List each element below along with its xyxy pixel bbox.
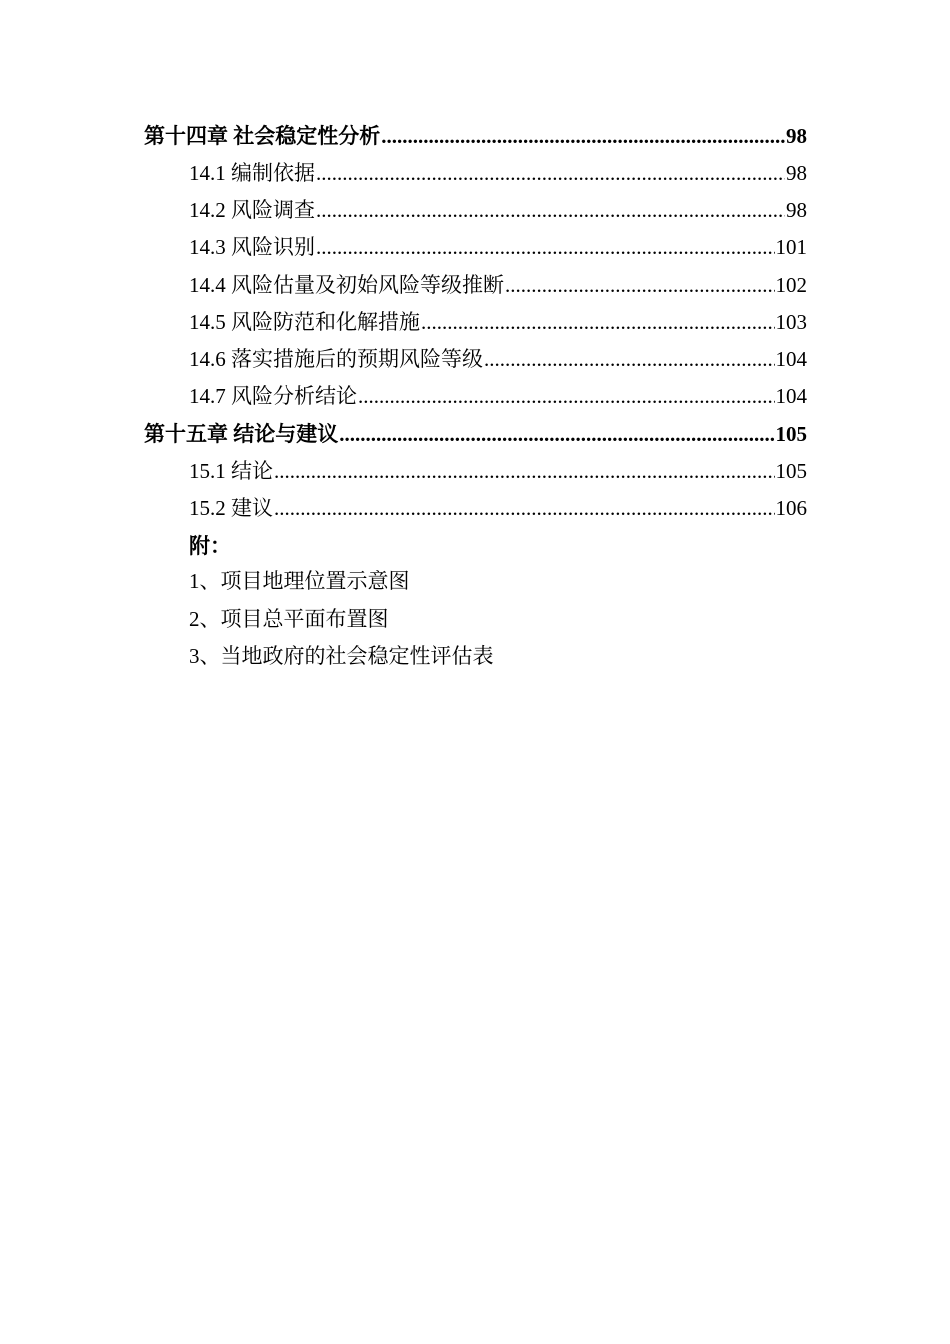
toc-entry-section[interactable] <box>189 307 807 337</box>
toc-entry-page: 104 <box>775 384 807 408</box>
toc-entry-title: 14.7 风险分析结论 <box>189 384 357 408</box>
appendix-heading: 附： <box>189 534 231 558</box>
toc-entry-section[interactable] <box>189 195 807 225</box>
toc-entry-title: 14.6 落实措施后的预期风险等级 <box>189 347 483 371</box>
toc-entry-section[interactable] <box>189 456 807 486</box>
toc-entry-section[interactable] <box>189 381 807 411</box>
toc-entry-page: 102 <box>775 273 807 297</box>
appendix-item: 2、项目总平面布置图 <box>189 607 389 631</box>
appendix-item: 1、项目地理位置示意图 <box>189 569 410 593</box>
toc-entry-title: 15.2 建议 <box>189 496 273 520</box>
toc-entry-page: 103 <box>775 310 807 334</box>
dot-leader <box>421 307 775 337</box>
dot-leader <box>358 381 775 411</box>
dot-leader <box>316 158 785 188</box>
toc-entry-title: 第十五章 结论与建议 <box>144 422 339 446</box>
toc-entry-page: 106 <box>775 496 807 520</box>
toc-entry-title: 14.1 编制依据 <box>189 161 315 185</box>
appendix-item: 3、当地政府的社会稳定性评估表 <box>189 644 494 668</box>
dot-leader <box>274 456 775 486</box>
toc-entry-title: 15.1 结论 <box>189 459 273 483</box>
toc-entry-title: 14.5 风险防范和化解措施 <box>189 310 420 334</box>
toc-entry-title: 14.3 风险识别 <box>189 235 315 259</box>
toc-entry-title: 14.2 风险调查 <box>189 198 315 222</box>
dot-leader <box>339 419 774 449</box>
toc-entry-section[interactable] <box>189 232 807 262</box>
dot-leader <box>316 195 785 225</box>
dot-leader <box>274 493 775 523</box>
dot-leader <box>484 344 775 374</box>
toc-entry-page: 98 <box>786 124 807 148</box>
toc-entry-page: 101 <box>775 235 807 259</box>
dot-leader <box>505 270 775 300</box>
toc-entry-title: 第十四章 社会稳定性分析 <box>144 124 381 148</box>
toc-entry-page: 98 <box>786 161 807 185</box>
toc-entry-title: 14.4 风险估量及初始风险等级推断 <box>189 273 504 297</box>
toc-entry-section[interactable] <box>189 493 807 523</box>
toc-entry-section[interactable] <box>189 344 807 374</box>
toc-entry-page: 98 <box>786 198 807 222</box>
toc-entry-page: 104 <box>775 347 807 371</box>
toc-entry-page: 105 <box>775 422 807 446</box>
dot-leader <box>316 232 775 262</box>
toc-entry-section[interactable] <box>189 270 807 300</box>
toc-entry-chapter-14[interactable] <box>144 121 807 151</box>
toc-entry-page: 105 <box>775 459 807 483</box>
dot-leader <box>381 121 785 151</box>
toc-entry-section[interactable] <box>189 158 807 188</box>
toc-entry-chapter-15[interactable] <box>144 419 807 449</box>
